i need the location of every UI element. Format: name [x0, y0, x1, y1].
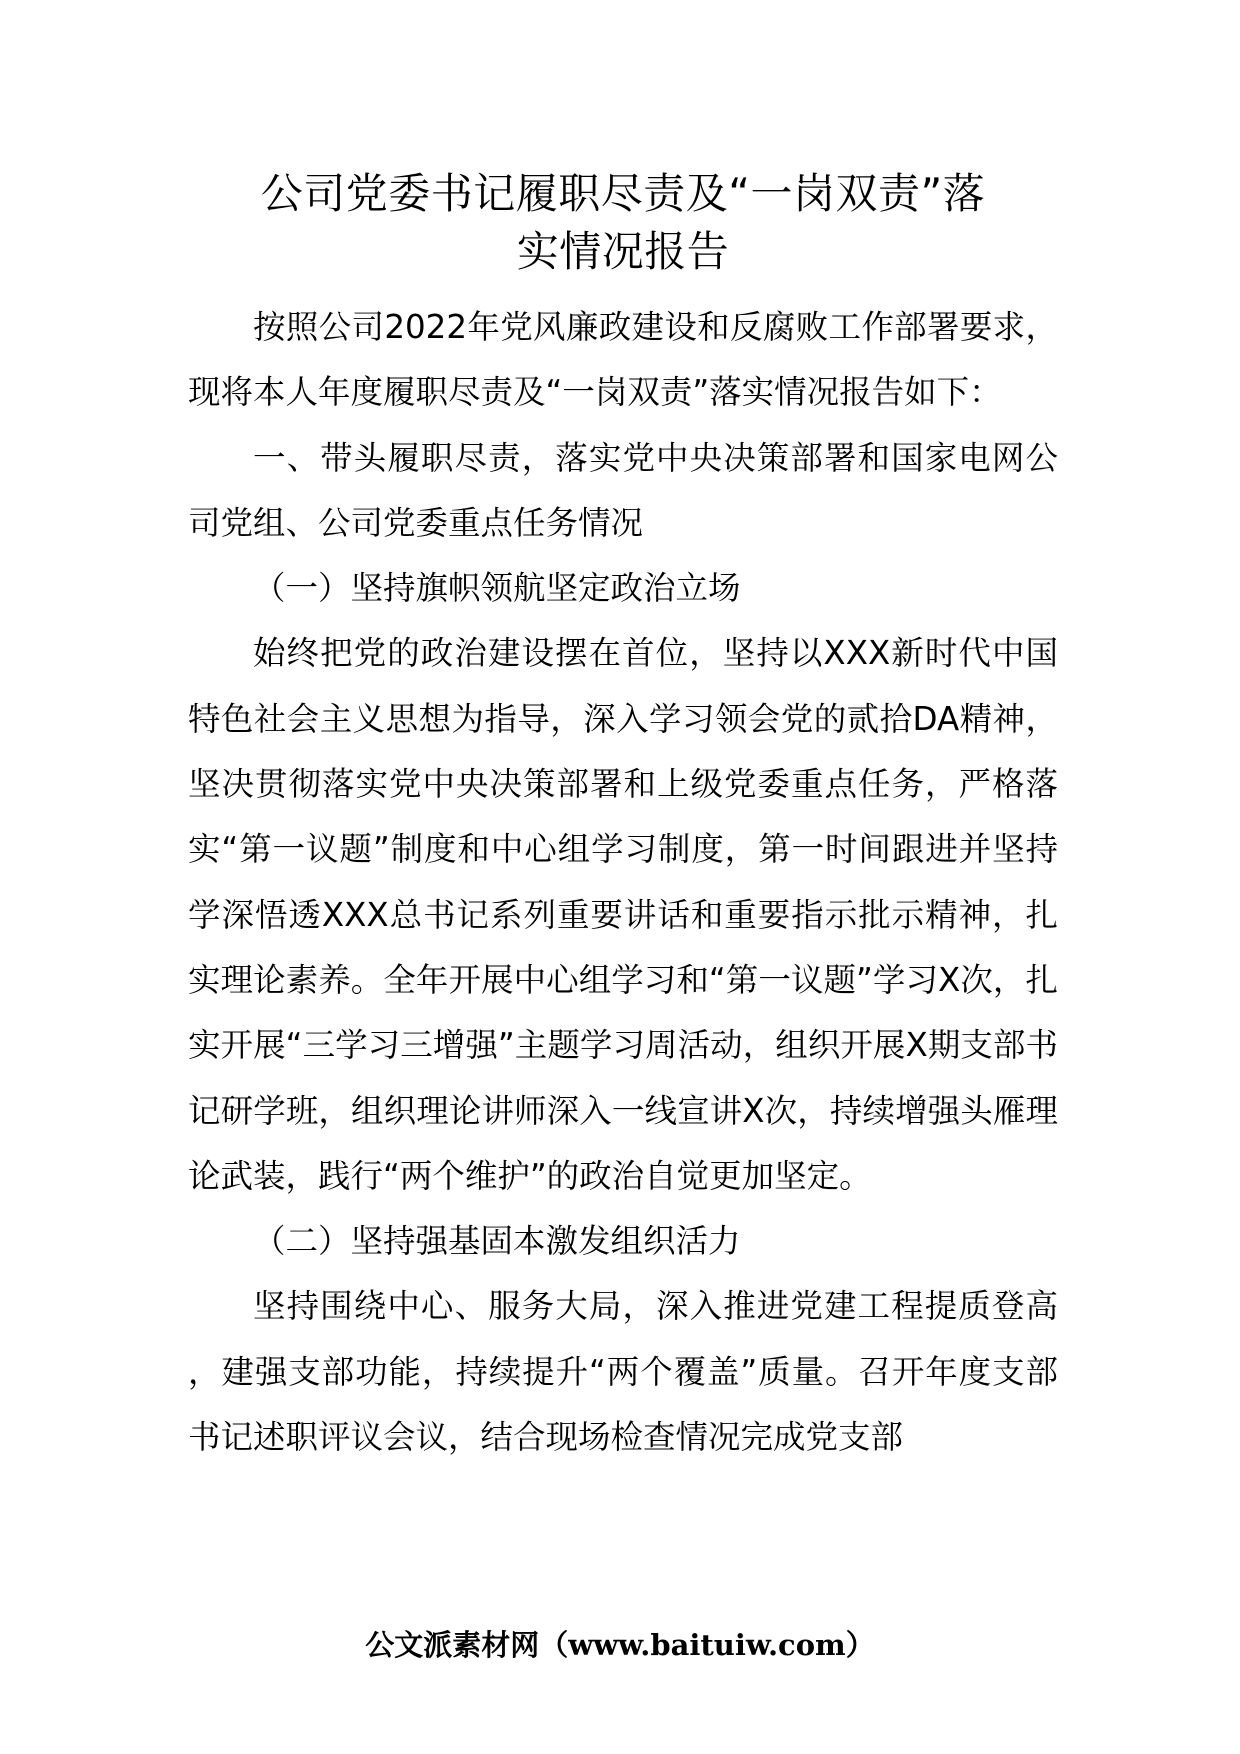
body-paragraph-1: 始终把党的政治建设摆在首位，坚持以XXX新时代中国特色社会主义思想为指导，深入学习领会党的贰拾DA精神，坚决贯彻落实党中央决策部署和上级党委重点任务，严格落实“第一议题”制度和中心组学习制度，第一时间跟进并坚持学深悟透XXX总书记系列重要讲话和重要指示批示精神，扎实理论素养。全年开展中心组学习和“第一议题”学习X次，扎实开展“三学习三增强”主题学习周活动，组织开展X期支部书记研学班，组织理论讲师深入一线宣讲X次，持续增强头雁理论武装，践行“两个维护”的政治自觉更加坚定。 — [188, 634, 1058, 1195]
document-body — [188, 295, 1058, 1470]
document-title — [188, 165, 1058, 281]
document-title-line-1: 公司党委书记履职尽责及“一岗双责”落 — [260, 169, 986, 218]
intro-paragraph: 按照公司2022年党风廉政建设和反腐败工作部署要求，现将本人年度履职尽责及“一岗双责”落实情况报告如下： — [188, 308, 1058, 412]
document-title-line-2: 实情况报告 — [516, 227, 730, 276]
body-paragraph-2: 坚持围绕中心、服务大局，深入推进党建工程提质登高，建强支部功能，持续提升“两个覆盖”质量。召开年度支部书记述职评议会议，结合现场检查情况完成党支部 — [188, 1287, 1058, 1457]
section-heading-1: 一、带头履职尽责，落实党中央决策部署和国家电网公司党组、公司党委重点任务情况 — [188, 438, 1058, 542]
subsection-heading-2: （二）坚持强基固本激发组织活力 — [253, 1222, 741, 1261]
footer-watermark: 公文派素材网（www.baituiw.com） — [365, 1628, 875, 1662]
subsection-heading-1: （一）坚持旗帜领航坚定政治立场 — [253, 569, 741, 608]
